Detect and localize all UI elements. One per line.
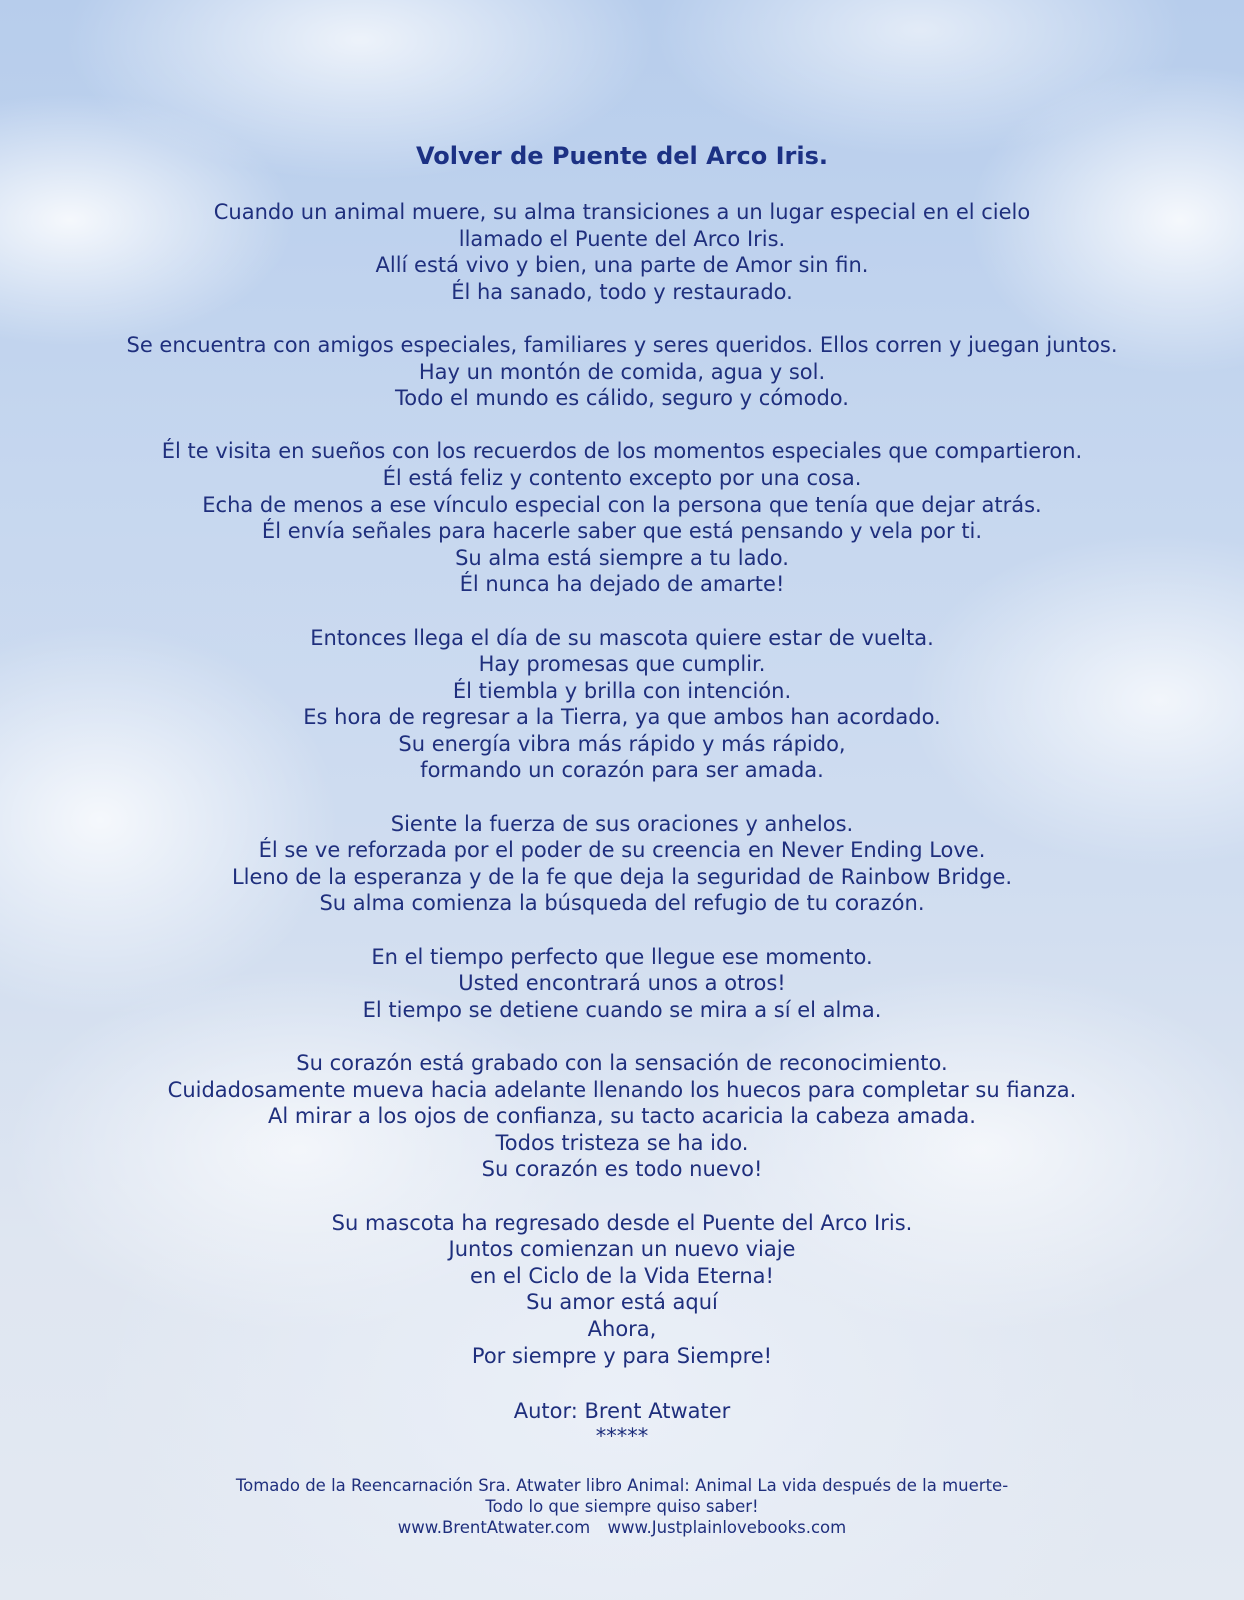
website-link-justplainlovebooks[interactable]: www.Justplainlovebooks.com [607, 1518, 847, 1537]
poem-line: Su mascota ha regresado desde el Puente del Arco Iris. [331, 1210, 913, 1235]
poem-line: Él envía señales para hacerle saber que está pensando y vela por ti. [261, 519, 983, 544]
poem-line: Usted encontrará unos a otros! [458, 971, 786, 996]
poem-line: Él se ve reforzada por el poder de su creencia en Never Ending Love. [258, 838, 986, 863]
poem-line: Su alma comienza la búsqueda del refugio de tu corazón. [319, 891, 925, 916]
poem-stanza [40, 438, 1204, 598]
poem-line: Por siempre y para Siempre! [471, 1343, 773, 1368]
poem-line: en el Ciclo de la Vida Eterna! [470, 1263, 774, 1288]
poem-line: Él está feliz y contento excepto por una cosa. [382, 465, 862, 490]
poem-stanza [40, 625, 1204, 785]
poem-stanza [40, 811, 1204, 917]
poem-line: formando un corazón para ser amada. [420, 758, 824, 783]
poem-line: Entonces llega el día de su mascota quiere estar de vuelta. [310, 625, 934, 650]
poem-line: Es hora de regresar a la Tierra, ya que ambos han acordado. [303, 705, 941, 730]
poem-line: Su amor está aquí [526, 1290, 718, 1315]
poem-line: Cuando un animal muere, su alma transiciones a un lugar especial en el cielo [213, 200, 1031, 224]
poem-title: Volver de Puente del Arco Iris. [416, 142, 828, 170]
poem-line: Él tiembla y brilla con intención. [452, 678, 792, 703]
website-link-brentatwater[interactable]: www.BrentAtwater.com [397, 1518, 591, 1537]
poem-line: Él ha sanado, todo y restaurado. [451, 279, 793, 304]
poem-line: Allí está vivo y bien, una parte de Amor sin fin. [375, 253, 869, 278]
poem-line: Su alma está siempre a tu lado. [455, 545, 789, 570]
poem-stanza [40, 1210, 1204, 1370]
author-credit: Autor: Brent Atwater [513, 1399, 731, 1423]
poem-line: Su corazón es todo nuevo! [481, 1157, 763, 1182]
stars-separator: ***** [595, 1424, 649, 1448]
footer-links [0, 1517, 1244, 1538]
poem-line: Su energía vibra más rápido y más rápido, [398, 731, 846, 756]
footer-line-1: Tomado de la Reencarnación Sra. Atwater libro Animal: Animal La vida después de la muerte- [235, 1476, 1009, 1495]
poem-body [40, 199, 1204, 1396]
poem-line: Él nunca ha dejado de amarte! [459, 572, 785, 597]
poem-stanza [40, 1050, 1204, 1183]
poem-line: Al mirar a los ojos de confianza, su tacto acaricia la cabeza amada. [268, 1104, 976, 1129]
poem-line: Hay promesas que cumplir. [478, 652, 766, 677]
poem-line: Se encuentra con amigos especiales, familiares y seres queridos. Ellos corren y juegan juntos. [126, 332, 1118, 357]
poem-line: Cuidadosamente mueva hacia adelante llenando los huecos para completar su fianza. [167, 1077, 1077, 1102]
poem-line: El tiempo se detiene cuando se mira a sí el alma. [362, 997, 882, 1022]
poem-stanza [40, 944, 1204, 1024]
poem-line: Todo el mundo es cálido, seguro y cómodo. [395, 386, 849, 411]
poem-line: Hay un montón de comida, agua y sol. [418, 359, 826, 384]
footer-line-2: Todo lo que siempre quiso saber! [485, 1497, 759, 1516]
poem-line: Lleno de la esperanza y de la fe que deja la seguridad de Rainbow Bridge. [231, 864, 1013, 889]
poem-line: llamado el Puente del Arco Iris. [458, 226, 786, 251]
poem-stanza [40, 199, 1204, 305]
poem-line: Él te visita en sueños con los recuerdos de los momentos especiales que compartieron. [161, 439, 1083, 464]
poem-line: Siente la fuerza de sus oraciones y anhelos. [390, 811, 854, 836]
poem-line: En el tiempo perfecto que llegue ese momento. [371, 944, 873, 969]
footer-source [0, 1475, 1244, 1538]
poem-line: Ahora, [587, 1316, 657, 1341]
poem-line: Echa de menos a ese vínculo especial con la persona que tenía que dejar atrás. [202, 492, 1042, 517]
poem-line: Todos tristeza se ha ido. [495, 1130, 749, 1155]
poem-line: Juntos comienzan un nuevo viaje [448, 1237, 796, 1262]
poem-stanza [40, 332, 1204, 412]
poem-line: Su corazón está grabado con la sensación de reconocimiento. [296, 1051, 948, 1075]
